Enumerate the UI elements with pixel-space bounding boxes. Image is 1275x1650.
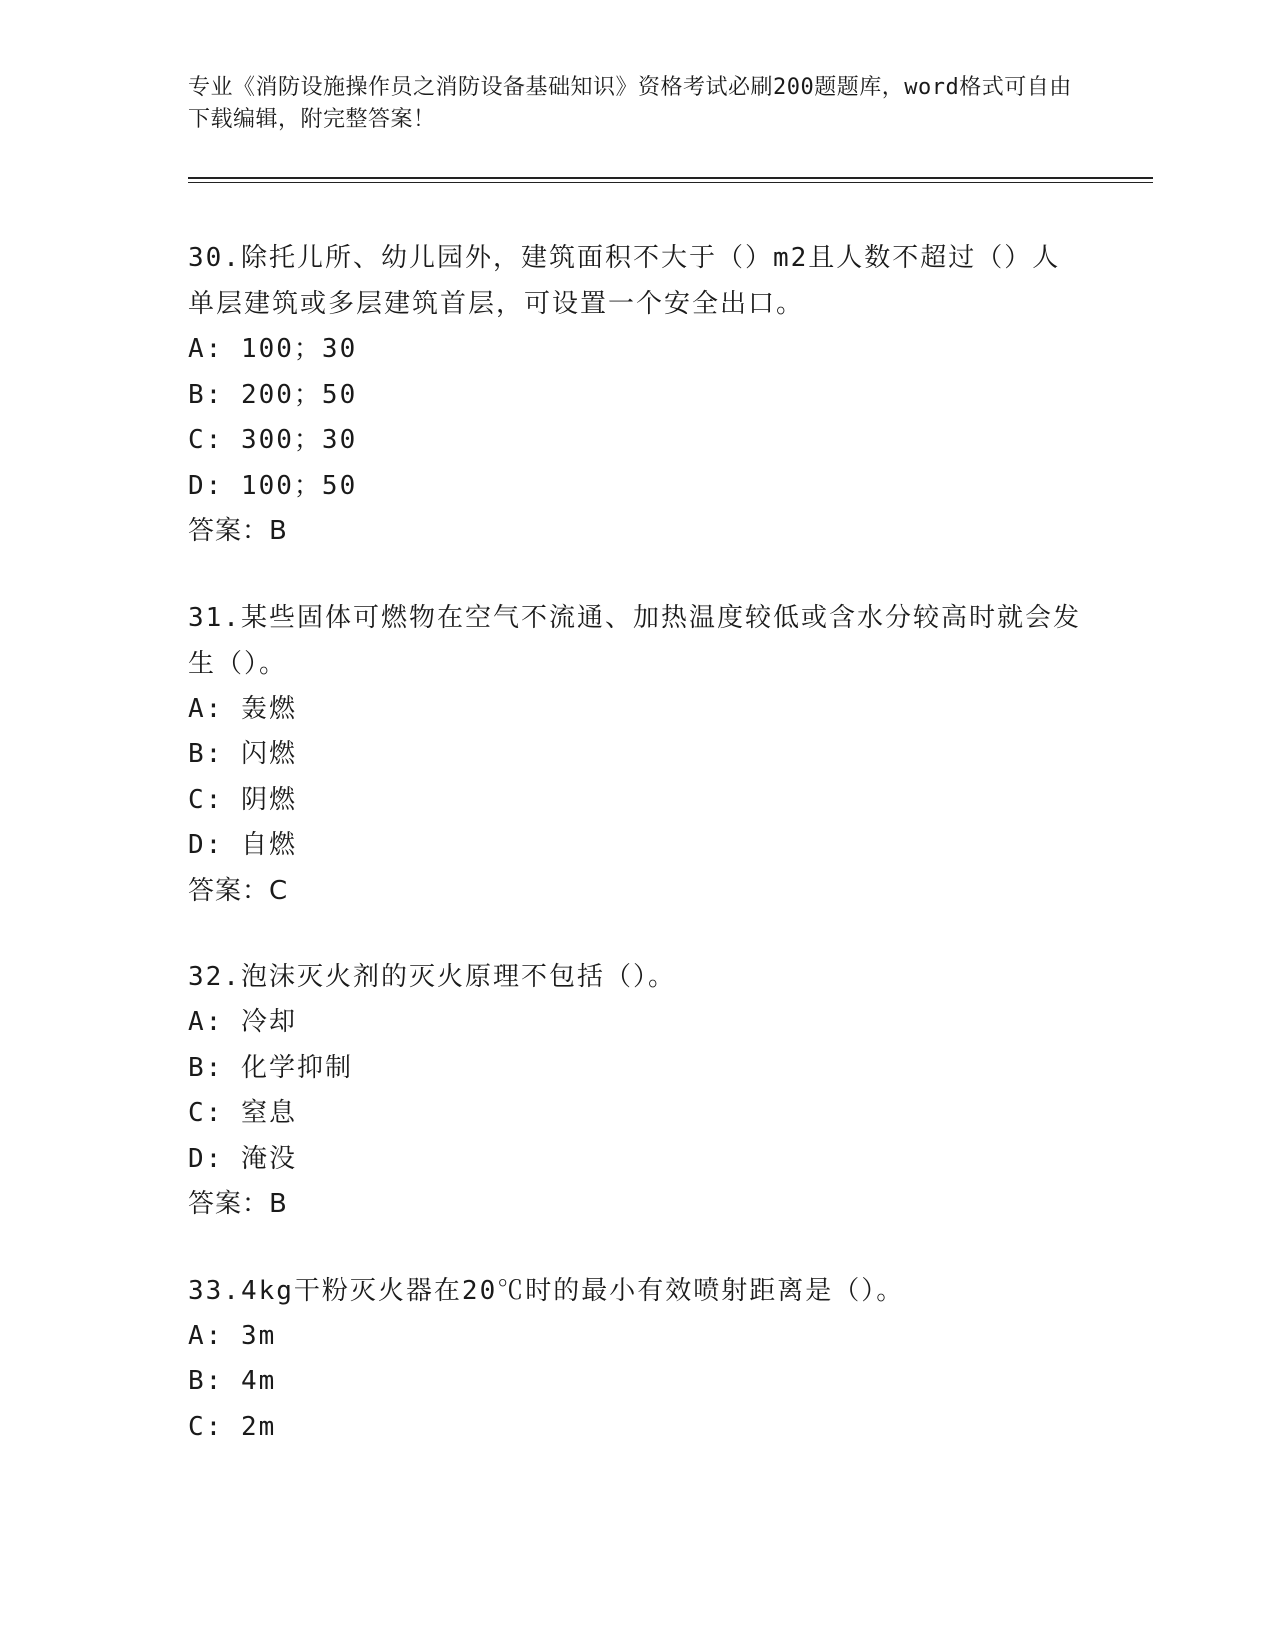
option-a: A: 冷却 — [188, 1007, 297, 1037]
option-b: B: 闪燃 — [188, 739, 297, 769]
question-31 — [188, 595, 1088, 915]
option-c: C: 阴燃 — [188, 784, 297, 815]
option-b: B: 200；50 — [188, 379, 358, 410]
question-stem: 32.泡沫灭火剂的灭火原理不包括（）。 — [188, 962, 676, 992]
option-a: A: 3m — [188, 1320, 277, 1351]
option-d: D: 自燃 — [188, 830, 297, 860]
question-33 — [188, 1268, 1088, 1451]
answer-line: 答案：C — [188, 875, 289, 906]
option-c: C: 窒息 — [188, 1098, 297, 1128]
header-divider-thick — [188, 177, 1153, 179]
option-b: B: 4m — [188, 1366, 277, 1396]
option-a: A: 轰燃 — [188, 693, 297, 724]
question-stem: 33.4kg干粉灭火器在20℃时的最小有效喷射距离是（）。 — [188, 1275, 905, 1306]
answer-line: 答案：B — [188, 1189, 288, 1219]
answer-line: 答案：B — [188, 516, 288, 546]
option-d: D: 淹没 — [188, 1143, 297, 1174]
question-30 — [188, 235, 1088, 555]
question-stem: 31.某些固体可燃物在空气不流通、加热温度较低或含水分较高时就会发生（）。 — [188, 602, 1081, 679]
document-header: 专业《消防设施操作员之消防设备基础知识》资格考试必刷200题题库，word格式可自由下载编辑，附完整答案！ — [188, 75, 1072, 132]
question-stem: 30.除托儿所、幼儿园外，建筑面积不大于（）m2且人数不超过（）人单层建筑或多层建筑首层，可设置一个安全出口。 — [188, 243, 1061, 319]
option-b: B: 化学抑制 — [188, 1052, 353, 1083]
option-a: A: 100；30 — [188, 334, 358, 364]
question-32 — [188, 954, 1088, 1228]
question-list — [188, 235, 1088, 1490]
option-c: C: 2m — [188, 1411, 277, 1442]
option-c: C: 300；30 — [188, 425, 358, 455]
header-divider-thin — [188, 182, 1153, 183]
option-d: D: 100；50 — [188, 470, 358, 501]
